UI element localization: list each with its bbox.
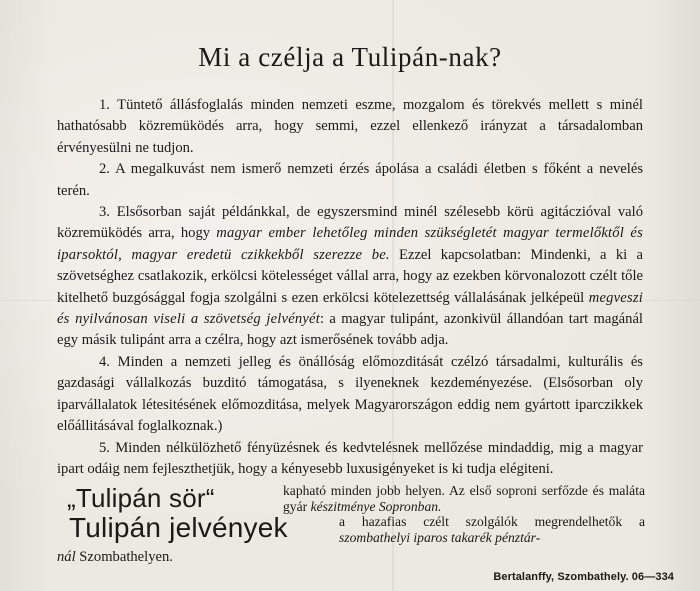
points-list — [57, 95, 643, 480]
point-3-text-a: 3. Elsősorban saját példánkkal, de egyszersmind minél szélesebb körü agitáczióval való közremüködés arra, hogy — [57, 204, 643, 242]
point-3 — [57, 202, 643, 352]
badge-text — [339, 514, 645, 546]
point-2: 2. A megalkuvást nem ismerő nemzeti érzés ápolása a családi életben s főként a nevelés terén. — [57, 161, 643, 199]
beer-text-a: kapható minden jobb helyen. Az első soproni serfőzde és maláta gyár — [283, 483, 645, 514]
badge-text-b: szombathelyi iparos takarék pénztár- — [339, 530, 541, 545]
beer-name: „Tulipán sör“ — [67, 483, 215, 513]
point-3-italic-b: megveszi és nyilvánosan viseli a szövetség jelvényét — [57, 289, 643, 328]
point-3-text-b: Ezzel kapcsolatban: Mindenki, a ki a szövetséghez csatlakozik, erkölcsi kötelességet vállal arra, hogy az ezekben körvonalozott czélt tőle kitelhető buzgósággal fogja szolgálni s ezen erkölcsi kötelezettség vállalásának jelképeül — [57, 246, 643, 306]
point-5: 5. Minden nélkülözhető fényüzésnek és kedvtelésnek mellőzése mindaddig, mig a magyar ipart odáig nem fejleszthetjük, hogy a kényesebb luxusigényeket is ki tudja elégiteni. — [57, 439, 643, 477]
point-4: 4. Minden a nemzeti jelleg és önállóság előmozditását czélzó társadalmi, kulturális és gazdasági vállalkozás buzditó támogatása, s ilyeneknek kezdeményezése. (Elsősorban oly iparvállalatok létesitésének előmozditása, melyek Magyarországon eddig nem gyártott iparczikkek előállitásával foglalkoznak.) — [57, 353, 643, 435]
point-1: 1. Tüntető állásfoglalás minden nemzeti eszme, mozgalom és törekvés mellett s minél hathatósabb közremüködés arra, hogy semmi, ezzel ellenkező irányzat a társadalomban érvényesülni ne tudjon. — [57, 97, 643, 156]
point-3-italic-a: magyar ember lehetőleg minden szükségletét magyar termelőktől és iparsoktól, magyar eredetü czikkekből szerezze be. — [57, 225, 643, 263]
page-title: Mi a czélja a Tulipán-nak? — [198, 42, 502, 72]
beer-text-b: készitménye Sopronban. — [310, 499, 442, 514]
advertisement — [57, 484, 643, 544]
badge-text-c: nál — [57, 549, 76, 565]
point-3-text-c: : a magyar tulipánt, azonkivül állandóan tart magánál egy másik tulipánt arra a czélra, hogy azt ismerősének tovább adja. — [57, 311, 643, 349]
badge-name: Tulipán jelvények — [69, 512, 288, 543]
badge-text-a: a hazafias czélt szolgálók megrendelhetők a — [339, 514, 645, 529]
printer-imprint: Bertalanffy, Szombathely. 06—334 — [493, 571, 674, 583]
badge-text-d: Szombathelyen. — [75, 549, 173, 565]
badge-ad — [57, 514, 643, 544]
beer-ad — [57, 484, 643, 514]
beer-text — [283, 483, 645, 515]
badge-text-continuation — [57, 549, 173, 566]
